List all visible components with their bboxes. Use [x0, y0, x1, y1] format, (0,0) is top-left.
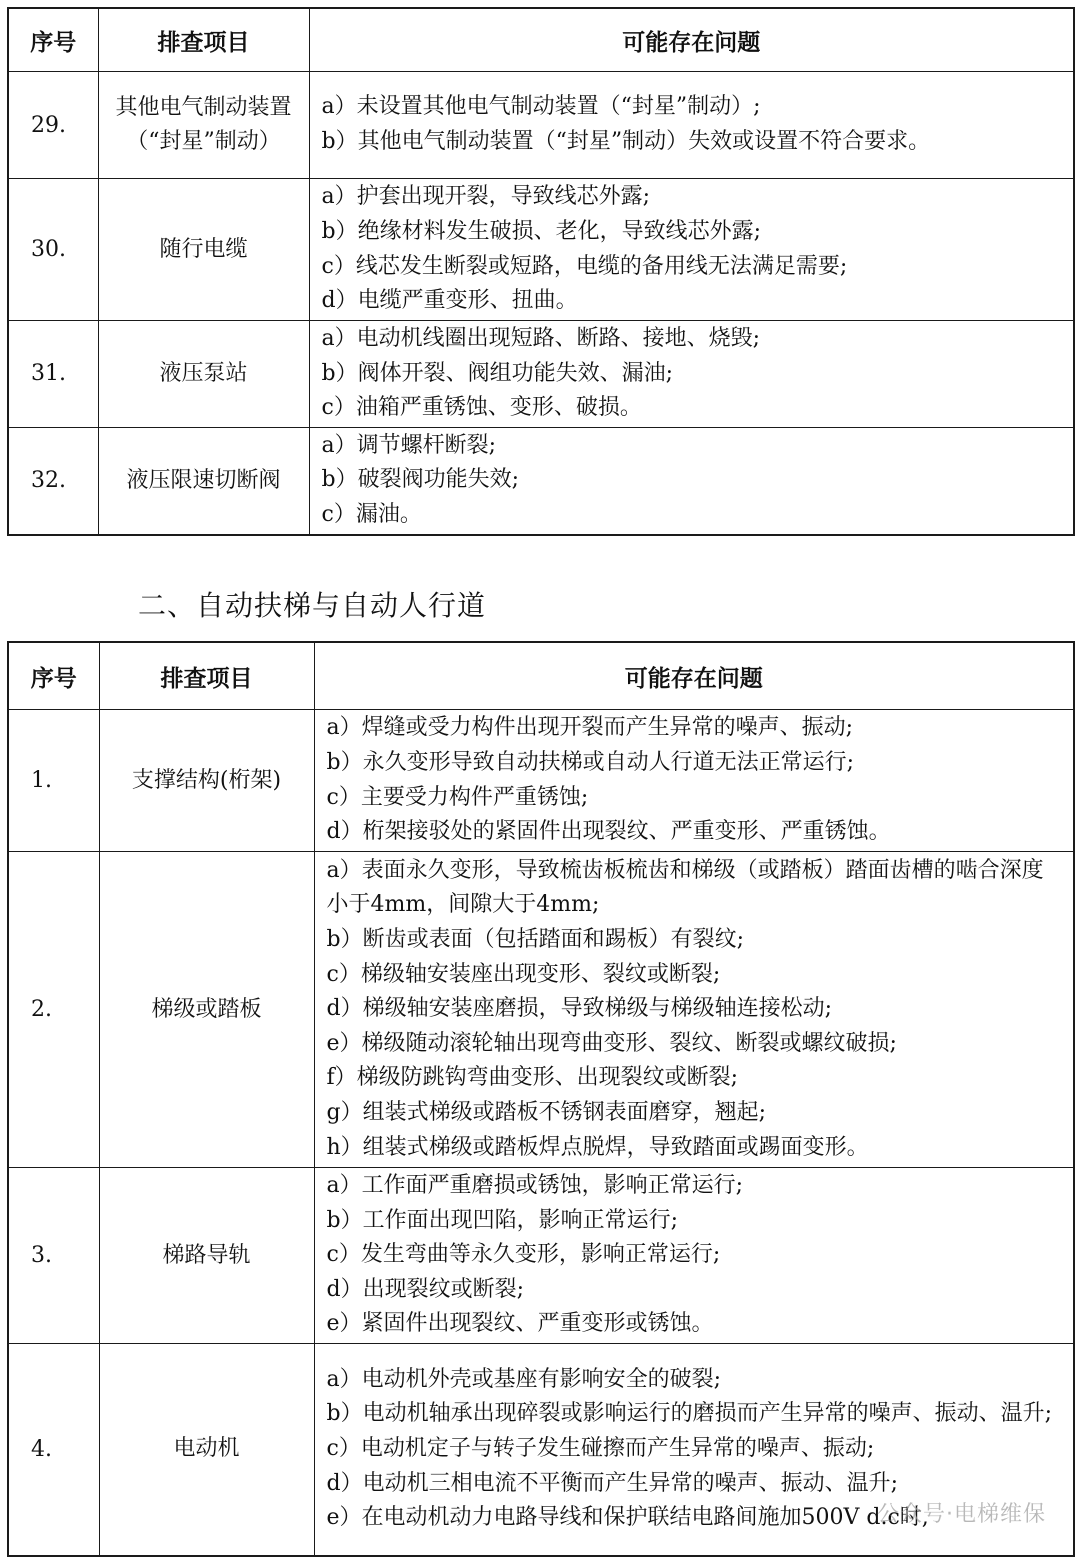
issue-line: a）工作面严重磨损或锈蚀，影响正常运行; [326, 1173, 744, 1199]
issue-line: e）在电动机动力电路导线和保护联结电路间施加500V d.c时, [326, 1505, 929, 1531]
section-heading: 二、自动扶梯与自动人行道 [138, 589, 487, 622]
table-row [8, 321, 1074, 428]
issue-line: c）线芯发生断裂或短路，电缆的备用线无法满足需要; [321, 253, 848, 279]
issue-line: a）调节螺杆断裂; [321, 432, 497, 458]
row-num: 30. [8, 179, 98, 321]
issue-line: c）主要受力构件严重锈蚀; [326, 784, 589, 810]
watermark-text: 公众号·电梯维保 [877, 1502, 1046, 1527]
header-item: 排查项目 [98, 8, 309, 72]
inspection-table-elevator [7, 7, 1075, 536]
issue-line: g）组装式梯级或踏板不锈钢表面磨穿，翘起; [326, 1099, 766, 1125]
row-num: 2. [8, 852, 99, 1168]
row-item: 液压泵站 [98, 321, 309, 428]
row-item: 梯级或踏板 [99, 852, 314, 1168]
issue-line: b）破裂阀功能失效; [321, 467, 519, 493]
issue-line: c）油箱严重锈蚀、变形、破损。 [321, 395, 642, 421]
issue-line: b）电动机轴承出现碎裂或影响运行的磨损而产生异常的噪声、振动、温升; [326, 1401, 1052, 1427]
row-issues [314, 852, 1074, 1168]
issue-line: b）工作面出现凹陷，影响正常运行; [326, 1207, 678, 1233]
inspection-table-escalator [7, 641, 1075, 1557]
header-item: 排查项目 [99, 642, 314, 710]
header-issues: 可能存在问题 [309, 8, 1074, 72]
row-issues [309, 427, 1074, 534]
row-num: 31. [8, 321, 98, 428]
issue-line: e）梯级随动滚轮轴出现弯曲变形、裂纹、断裂或螺纹破损; [326, 1030, 897, 1056]
table-row [8, 710, 1074, 852]
row-item: 梯路导轨 [99, 1168, 314, 1344]
issue-line: d）电动机三相电流不平衡而产生异常的噪声、振动、温升; [326, 1470, 898, 1496]
row-item: 支撑结构(桁架) [99, 710, 314, 852]
header-issues: 可能存在问题 [314, 642, 1074, 710]
table-row [8, 427, 1074, 534]
table-row [8, 72, 1074, 179]
row-issues [309, 72, 1074, 179]
row-num: 3. [8, 1168, 99, 1344]
row-issues [309, 321, 1074, 428]
row-issues [314, 710, 1074, 852]
header-num: 序号 [8, 8, 98, 72]
issue-line: d）梯级轴安装座磨损，导致梯级与梯级轴连接松动; [326, 996, 832, 1022]
row-num: 4. [8, 1344, 99, 1556]
row-num: 32. [8, 427, 98, 534]
issue-line: d）出现裂纹或断裂; [326, 1276, 524, 1302]
table-header-row [8, 8, 1074, 72]
row-item: 电动机 [99, 1344, 314, 1556]
row-issues [314, 1168, 1074, 1344]
issue-line: f）梯级防跳钩弯曲变形、出现裂纹或断裂; [326, 1065, 739, 1091]
header-num: 序号 [8, 642, 99, 710]
table-row [8, 852, 1074, 1168]
issue-line: b）绝缘材料发生破损、老化，导致线芯外露; [321, 218, 761, 244]
table-row [8, 179, 1074, 321]
row-num: 29. [8, 72, 98, 179]
issue-line: d）桁架接驳处的紧固件出现裂纹、严重变形、严重锈蚀。 [326, 819, 891, 845]
issue-line: b）永久变形导致自动扶梯或自动人行道无法正常运行; [326, 749, 854, 775]
issue-line: a）护套出现开裂，导致线芯外露; [321, 184, 651, 210]
issue-line: a）电动机线圈出现短路、断路、接地、烧毁; [321, 326, 761, 351]
issue-line: a）电动机外壳或基座有影响安全的破裂; [326, 1366, 722, 1392]
issue-line: b）断齿或表面（包括踏面和踢板）有裂纹; [326, 927, 744, 953]
issue-line: a）未设置其他电气制动装置（“封星”制动）; [321, 94, 761, 120]
row-item: 随行电缆 [98, 179, 309, 321]
issue-line: h）组装式梯级或踏板焊点脱焊，导致踏面或踢面变形。 [326, 1134, 869, 1160]
row-num: 1. [8, 710, 99, 852]
row-item: 液压限速切断阀 [98, 427, 309, 534]
row-item: 其他电气制动装置（“封星”制动） [98, 72, 309, 179]
issue-line: a）焊缝或受力构件出现开裂而产生异常的噪声、振动; [326, 715, 854, 741]
issue-line: c）电动机定子与转子发生碰擦而产生异常的噪声、振动; [326, 1435, 875, 1461]
issue-line: a）表面永久变形，导致梳齿板梳齿和梯级（或踏板）踏面齿槽的啮合深度小于4mm，间隙大于4mm; [326, 857, 1044, 918]
issue-line: c）漏油。 [321, 501, 422, 527]
table-row [8, 1168, 1074, 1344]
row-issues [309, 179, 1074, 321]
issue-line: e）紧固件出现裂纹、严重变形或锈蚀。 [326, 1311, 714, 1337]
issue-line: c）发生弯曲等永久变形，影响正常运行; [326, 1242, 721, 1268]
issue-line: d）电缆严重变形、扭曲。 [321, 288, 578, 314]
table-header-row [8, 642, 1074, 710]
issue-line: b）阀体开裂、阀组功能失效、漏油; [321, 360, 673, 386]
issue-line: b）其他电气制动装置（“封星”制动）失效或设置不符合要求。 [321, 129, 931, 154]
issue-line: c）梯级轴安装座出现变形、裂纹或断裂; [326, 961, 721, 987]
